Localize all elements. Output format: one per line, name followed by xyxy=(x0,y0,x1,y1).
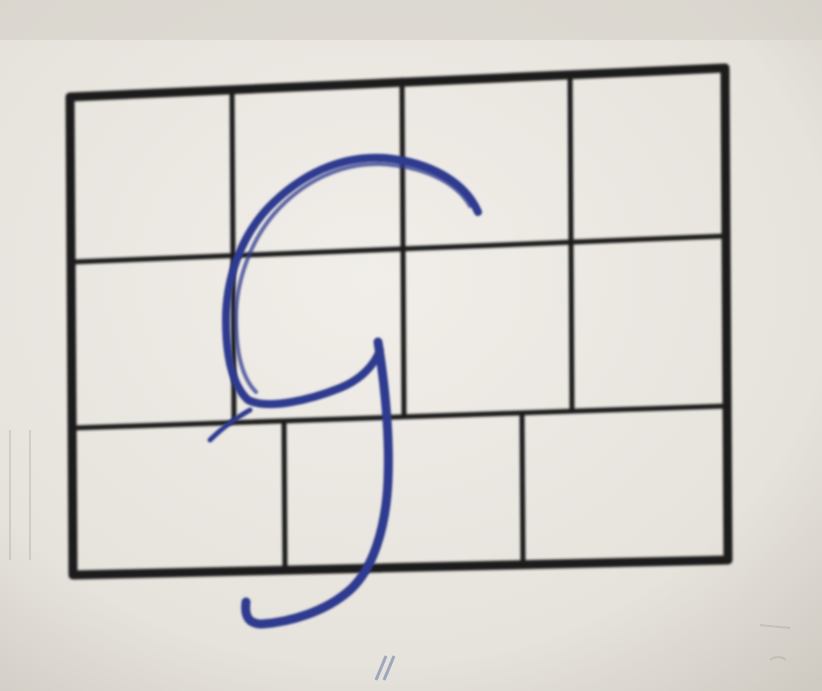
grid-bottom-divider-1 xyxy=(284,422,285,568)
paper-edge-shadow xyxy=(0,0,822,40)
grid-col-divider-2 xyxy=(402,80,404,416)
grid-col-divider-3 xyxy=(570,73,572,410)
grid-bottom-divider-2 xyxy=(522,414,523,560)
